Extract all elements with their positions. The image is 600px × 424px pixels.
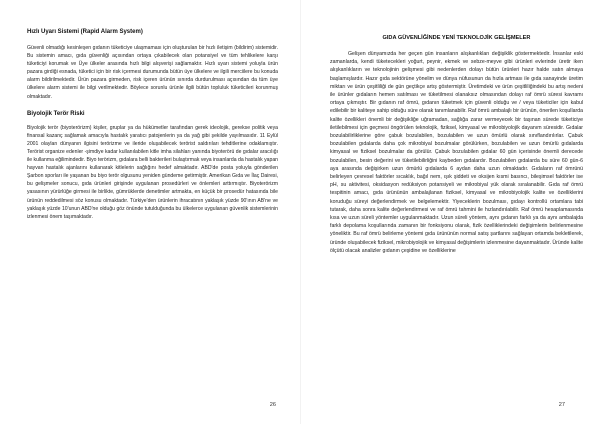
right-page [310, 0, 600, 424]
section-heading-bioterror: Biyolojik Terör Riski [27, 110, 85, 117]
paragraph-shelf-life: Gelişen dünyamızda her geçen gün insanların alışkanlıkları değişiklik göstermektedir. İnsanlar eski zamanlarda, kendi tüketecekleri yoğurt, peynir, ekmek ve sebze-meyve gibi ürünleri evlerinde üretir iken alışkanlıkların ve teknolojinin gelişmesi gibi nedenlerden dolayı bütün ürünleri hazır halde satın almaya başlamışlardır. Hazır gıda sektörüne yönelim ve dünya nüfusunun da hızla artması ile gıda sanayinde üretim miktarı ve ürün çeşitliliği de gün geçtikçe artış göstermiştir. Üretimdeki ve ürün çeşitliliğindeki bu artış nedeni ile ürünler gıdaların hemen satılması ve tüketilmesi olanaksız olmasından dolayı raf ömrü süresi kavramı ortaya çıkmıştır. Bir gıdanın raf ömrü, gıdanın tüketmek için güvenli olduğu ve / veya tüketiciler için kabul edilebilir bir kaliteye sahip olduğu süre olarak tanımlanabilir. Raf ömrü ambalajlı bir ürünün, önerilen koşullarda kalite özellikleri önemli bir değişikliğe uğramadan, sağlığa zarar vermeyecek bir taşınan sürede tüketiciye iletilebilmesi için geçmesi öngörülen teknolojik, fiziksel, kimyasal ve mikrobiyolojik dayanım süresidir. Gıdalar bozulabilirliklerine göre çabuk bozulabilen, bozulabilen ve uzun ömürlü olarak sınıflandırılırlar. Çabuk bozulabilen gıdalarda daha çok mikrobiyal bozulmalar görülürken, bozulabilen ve uzun ömürlü gıdalarda kimyasal ve fiziksel bozulmalar da görülür. Çabuk bozulabilen gıdalar 60 gün içerisinde önemli derecede bozulabilen, besin değerini ve tüketilebilirliğini kaybeden gıdalardır. Bozulabilen gıdalarda bu süre 60 gün-6 aya arasında değişirken uzun ömürlü gıdalarda 6 aydan daha uzun olmaktadır. Gıdaların raf ömrünü belirleyen çevresel faktörler sıcaklık, bağıl nem, ışık şiddeti ve oksijen kısmi basıncı, bileşimsel faktörler ise pH, su aktivitesi, oksidasyon redüksiyon potansiyeli ve mikrobiyal yük olarak sıralanabilir. Gıda raf ömrü tespitinin amacı, gıda ürününün ambalajlanan fiziksel, kimyasal ve mikrobiyolojik kalite ve özelliklerini koruduğu süreyi değerlendirmek ve belgelemektir. Yiyeceklerin bozulması, gıdayı kontrollü ortamlara tabi tutarak, daha sonra kalite değerlendirmesi ve raf ömrü tahmini ile hızlandırılabilir. Raf ömrü hesaplamasında kısa ve uzun süreli yöntemler uygulanmaktadır. Uzun süreli yöntem, aynı gıdanın farklı ya da aynı ambalajda farklı depolama koşullarında zamanın bir fonksiyonu olarak, fizik özelliklerindeki değişimlerin belirlenmesine yöneliktir. Bu raf ömrü belirleme yöntemi gıda ürününün normal satış şartlarını sağlayan ortamda bekletilerek, üründe oluşabilecek fiziksel, mikrobiyolojik ve kimyasal değişimlerin izlenmesine dayanmaktadır. Üründe kalite ölçütü olacak analizler gıdanın çeşidine ve özelliklerine [330, 51, 583, 254]
page-gutter [300, 0, 301, 424]
page-number-right: 27 [558, 402, 565, 408]
left-page [0, 0, 290, 424]
paragraph-rapid-alarm: Güvenli olmadığı kesinleşen gıdanın tüketiciye ulaşmaması için oluşturulan bir hızlı iletişim (bildirim) sistemidir. Bu sistemin amacı, gıda güvenliği açısından ortaya çıkabilecek olan potansiyel ve tüm tehlikelere karşı tüketiciyi korumak ve Üye ülkeler arasında hızlı bilgi alışverişi sağlamaktır. Hızlı uyarı sistemi yoluyla ürün pazara girdiği esnada, tüketici için bir risk içermesi durumunda bütün üye ülkelere ve ilgili merciilere bu konuda alarm bildirilmektedir. Ürün pazara girmeden, risk içeren ürünün sınırda durdurulması açısından da tüm üye ülkelere alarm sistemi ile bilgi verilmektedir. Böylece sorunlu ürünle ilgili bütün topluluk tüketicileri korunmuş olmaktadır. [27, 45, 278, 100]
section-heading-rapid-alarm: Hızlı Uyarı Sistemi (Rapid Alarm System) [27, 29, 143, 35]
paragraph-bioterror: Biyolojik terör (biyoterörizm) kişiler, gruplar ya da hükümetler tarafından gerek ideolojik, gerekse politik veya finansal kazanç sağlamak amacıyla hastalık yaratıcı patojenlerin ya da yağ gibi şekilde yayılmasıdır. 11 Eylül 2001 olayları dünyanın ilgisini terörizme ve ileride oluşabilecek terörist saldırıları tehditlerine odaklamıştır. Terörist organize edenler -şimdiye kadar kullanılabilen kitle imha silahları yanında biyoterörü de gıdalar aracılığı ile kullanma eğilimindedir. Biyo terörizm, gıdalara belli bakterileri bulaştırmak veya insanlarda da hastalık yapan hayvan hastalık ajanlarını kullanarak kitlelerin sağlığını hedef almaktadır. ABD'de posta yoluyla gönderilen Şarbon sporları ile yaşanan bu biyo terör olgusunu yeniden gündeme getirmiştir. Amerikan Gıda ve İlaç Dairesi, bu gelişmeler sonucu, gıda ürünleri girişinde uygulanan prosedürleri ve önlemleri arttırmıştır. Biyoterörizm yasasının yürürlüğe girmesi ile birlikte, gümrüklerde denetimler artmakta, en küçük bir prosedür hatasında bile ürünün reddedilmesi söz konusu olmaktadır. Türkiye'den ürünlerin ihracatının yaklaşık yüzde 90'ının AB'ne ve yaklaşık yüzde 10'unun ABD'ne olduğu göz önünde tutulduğunda bu ülkelerce uygulanan güvenlik sistemlerinin izlenmesi önem taşımaktadır. [27, 124, 278, 220]
page-number-left: 26 [269, 402, 276, 408]
chapter-heading: GIDA GÜVENLİĞİNDE YENİ TEKNOLOJİK GELİŞMELER [382, 35, 531, 41]
